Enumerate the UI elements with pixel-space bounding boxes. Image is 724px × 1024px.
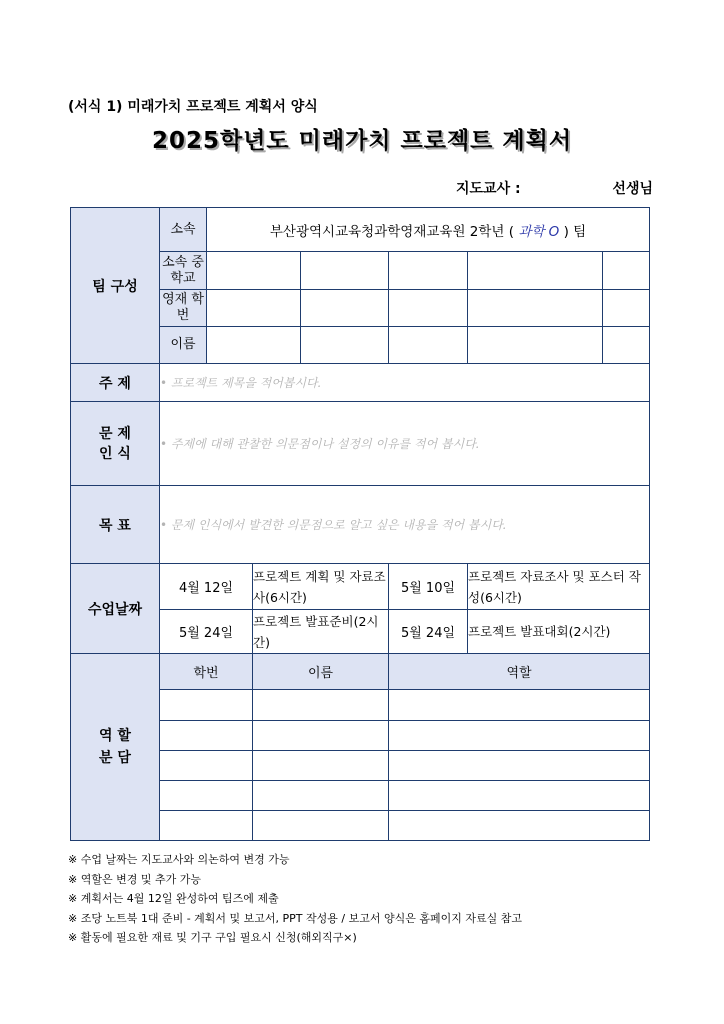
affiliation-value: [207, 208, 650, 252]
schedule-date: 5월 24일: [160, 610, 253, 654]
name-cell[interactable]: [301, 327, 389, 364]
name-cell[interactable]: [207, 327, 301, 364]
schedule-date: 5월 24일: [389, 610, 468, 654]
team-section-label: 팀 구성: [71, 208, 160, 364]
schedule-date: 5월 10일: [389, 564, 468, 610]
problem-label: 문 제 인 식: [71, 402, 160, 486]
topic-field[interactable]: • 프로젝트 제목을 적어봅시다.: [160, 364, 650, 402]
note-item: ※ 조당 노트북 1대 준비 - 계획서 및 보고서, PPT 작성용 / 보고서 양식은 홈페이지 자료실 참고: [68, 911, 522, 925]
roles-name-cell[interactable]: [253, 751, 389, 781]
schedule-activity: 프로젝트 계획 및 자료조사(6시간): [253, 564, 389, 610]
roles-id-cell[interactable]: [160, 781, 253, 811]
teacher-suffix: 선생님: [612, 181, 653, 197]
school-cell[interactable]: [468, 252, 603, 290]
schedule-activity: 프로젝트 발표준비(2시간): [253, 610, 389, 654]
roles-name-cell[interactable]: [253, 781, 389, 811]
form-label: (서식 1) 미래가치 프로젝트 계획서 양식: [68, 99, 318, 115]
roles-name-cell[interactable]: [253, 811, 389, 841]
roles-header-id: 학번: [160, 654, 253, 690]
name-cell[interactable]: [603, 327, 650, 364]
roles-name-cell[interactable]: [253, 690, 389, 721]
problem-field[interactable]: • 주제에 대해 관찰한 의문점이나 설정의 이유를 적어 봅시다.: [160, 402, 650, 486]
note-item: ※ 역할은 변경 및 추가 가능: [68, 872, 201, 886]
school-cell[interactable]: [389, 252, 468, 290]
note-item: ※ 활동에 필요한 재료 및 기구 구입 필요시 신청(해외직구×): [68, 931, 357, 944]
roles-header-role: 역할: [389, 654, 650, 690]
school-cell[interactable]: [301, 252, 389, 290]
school-cell[interactable]: [207, 252, 301, 290]
student-id-cell[interactable]: [468, 290, 603, 327]
goal-label: 목 표: [71, 486, 160, 564]
note-item: ※ 계획서는 4월 12일 완성하여 팀즈에 제출: [68, 892, 279, 905]
roles-role-cell[interactable]: [389, 721, 650, 751]
student-id-cell[interactable]: [389, 290, 468, 327]
roles-role-cell[interactable]: [389, 751, 650, 781]
student-id-cell[interactable]: [207, 290, 301, 327]
schedule-label: 수업날짜: [71, 564, 160, 654]
roles-id-cell[interactable]: [160, 721, 253, 751]
affiliation-subject: 과학 O: [518, 223, 560, 240]
roles-role-cell[interactable]: [389, 690, 650, 721]
affiliation-prefix: 부산광역시교육청과학영재교육원 2학년 (: [269, 223, 515, 240]
topic-label: 주 제: [71, 364, 160, 402]
school-row-label: 소속 중학교: [160, 252, 207, 290]
roles-label: 역 할 분 담: [71, 654, 160, 841]
teacher-label: 지도교사 :: [456, 181, 521, 197]
document-title: 2025학년도 미래가치 프로젝트 계획서: [151, 128, 573, 154]
roles-role-cell[interactable]: [389, 811, 650, 841]
roles-id-cell[interactable]: [160, 751, 253, 781]
schedule-date: 4월 12일: [160, 564, 253, 610]
roles-role-cell[interactable]: [389, 781, 650, 811]
schedule-activity: 프로젝트 발표대회(2시간): [468, 610, 650, 654]
teacher-line: [448, 178, 653, 198]
student-id-cell[interactable]: [603, 290, 650, 327]
notes: [68, 850, 522, 948]
name-row-label: 이름: [160, 327, 207, 364]
goal-field[interactable]: • 문제 인식에서 발견한 의문점으로 알고 싶은 내용을 적어 봅시다.: [160, 486, 650, 564]
plan-table: [70, 207, 650, 841]
roles-id-cell[interactable]: [160, 690, 253, 721]
note-item: ※ 수업 날짜는 지도교사와 의논하여 변경 가능: [68, 853, 290, 866]
school-cell[interactable]: [603, 252, 650, 290]
schedule-activity: 프로젝트 자료조사 및 포스터 작성(6시간): [468, 564, 650, 610]
roles-name-cell[interactable]: [253, 721, 389, 751]
roles-header-name: 이름: [253, 654, 389, 690]
name-cell[interactable]: [468, 327, 603, 364]
roles-id-cell[interactable]: [160, 811, 253, 841]
name-cell[interactable]: [389, 327, 468, 364]
affiliation-suffix: ) 팀: [563, 223, 587, 240]
affiliation-label: 소속: [160, 208, 207, 252]
student-id-cell[interactable]: [301, 290, 389, 327]
student-id-row-label: 영재 학번: [160, 290, 207, 327]
